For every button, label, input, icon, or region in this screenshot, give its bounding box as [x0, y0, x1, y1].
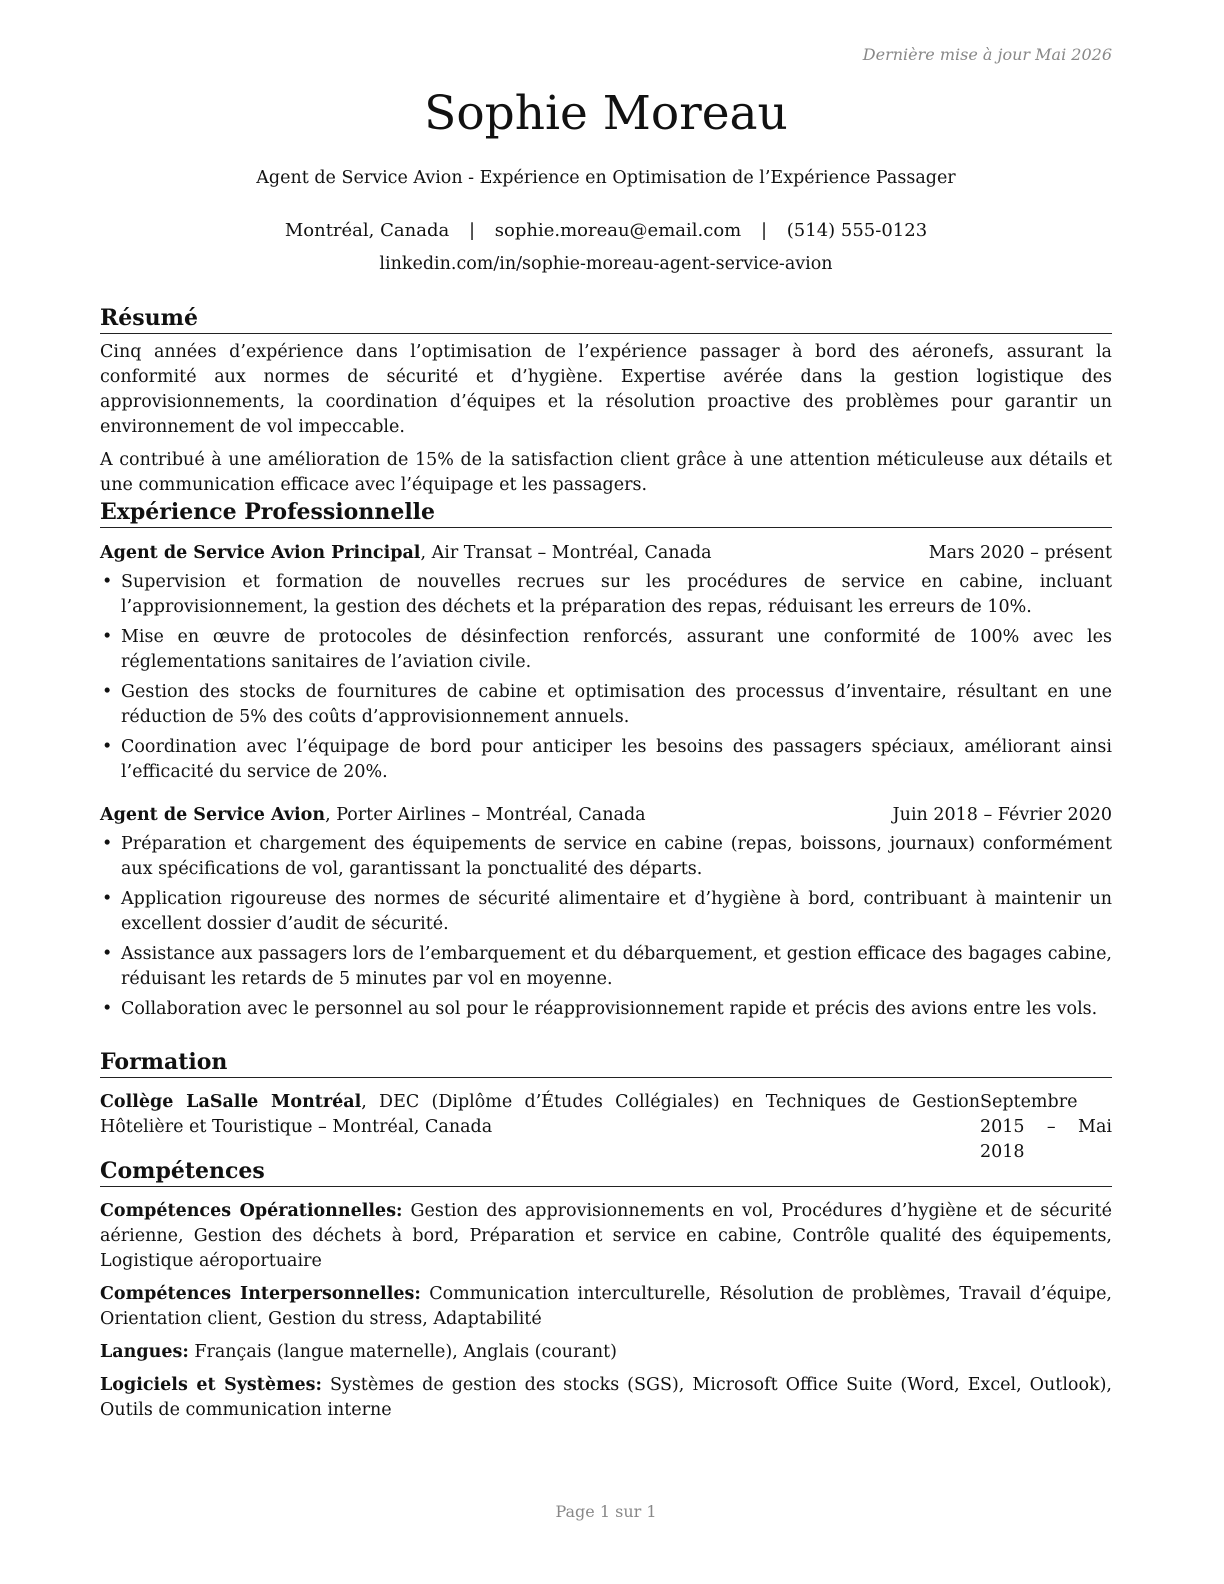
list-item: • Mise en œuvre de protocoles de désinfection renforcés, assurant une conformité de 100% avec les réglementations sanitaires de l’aviation civile.	[102, 627, 1112, 672]
job-bullets	[100, 832, 1112, 1022]
skill-value: Français (langue maternelle), Anglais (courant)	[188, 1342, 618, 1362]
section-title-skills: Compétences	[100, 1157, 1112, 1187]
list-item: • Application rigoureuse des normes de sécurité alimentaire et d’hygiène à bord, contribuant à maintenir un excellent dossier d’audit de sécurité.	[102, 889, 1112, 934]
skill-row	[100, 1199, 1112, 1274]
job-dates: Juin 2018 – Février 2020	[892, 805, 1112, 825]
bullet-icon: •	[102, 737, 113, 757]
summary-paragraph: A contribué à une amélioration de 15% de la satisfaction client grâce à une attention méticuleuse aux détails et une communication efficace avec l’équipage et les passagers.	[100, 450, 1112, 495]
skills-list	[100, 1199, 1112, 1423]
skill-row	[100, 1373, 1112, 1423]
section-title-education: Formation	[100, 1048, 1112, 1078]
bullet-icon: •	[102, 944, 113, 964]
bullet-icon: •	[102, 627, 113, 647]
job-bullets	[100, 570, 1112, 785]
skill-row	[100, 1340, 1112, 1365]
degree: , DEC (Diplôme d’Études Collégiales) en Techniques de Gestion Hôtelière et Touristique – Montréal, Canada	[100, 1092, 980, 1137]
list-item: • Préparation et chargement des équipements de service en cabine (repas, boissons, journaux) conformément aux spécifications de vol, garantissant la ponctualité des départs.	[102, 834, 1112, 879]
skill-value: Gestion des approvisionnements en vol, Procédures d’hygiène et de sécurité aérienne, Gestion des déchets à bord, Préparation et service en cabine, Contrôle qualité des équipements, Logistique aéroportuaire	[100, 1201, 1112, 1271]
tagline: Agent de Service Avion - Expérience en Optimisation de l’Expérience Passager	[256, 168, 956, 188]
job-title-line	[100, 541, 712, 566]
summary-paragraph: Cinq années d’expérience dans l’optimisation de l’expérience passager à bord des aéronefs, assurant la conformité aux normes de sécurité et d’hygiène. Expertise avérée dans la gestion logistique des approvisionnements, la coordination d’équipes et la résolution proactive des problèmes pour garantir un environnement de vol impeccable.	[100, 342, 1112, 437]
skill-label: Logiciels et Systèmes:	[100, 1375, 322, 1395]
bullet-icon: •	[102, 889, 113, 909]
job-entry	[100, 803, 1112, 1022]
skill-value: Communication interculturelle, Résolution de problèmes, Travail d’équipe, Orientation client, Gestion du stress, Adaptabilité	[100, 1284, 1112, 1329]
job-company: , Air Transat – Montréal, Canada	[420, 543, 712, 563]
contact-line	[100, 220, 1112, 241]
skill-row	[100, 1282, 1112, 1332]
summary-section	[100, 304, 1112, 498]
job-role: Agent de Service Avion Principal	[100, 543, 421, 563]
list-item: • Collaboration avec le personnel au sol pour le réapprovisionnement rapide et précis des avions entre les vols.	[100, 997, 1112, 1022]
job-entry	[100, 541, 1112, 785]
resume-page	[100, 0, 1112, 1584]
page-number: Page 1 sur 1	[555, 1502, 657, 1521]
bullet-icon: •	[102, 834, 113, 854]
skill-label: Compétences Opérationnelles:	[100, 1201, 403, 1221]
candidate-name: Sophie Moreau	[424, 86, 788, 141]
last-updated: Dernière mise à jour Mai 2026	[862, 45, 1112, 64]
list-item: • Supervision et formation de nouvelles recrues sur les procédures de service en cabine, incluant l’approvisionnement, la gestion des déchets et la préparation des repas, réduisant les erreurs de 10%.	[102, 572, 1112, 617]
bullet-icon: •	[102, 682, 113, 702]
separator: |	[468, 220, 476, 241]
bullet-icon: •	[102, 999, 113, 1019]
school-name: Collège LaSalle Montréal	[100, 1092, 362, 1112]
experience-section	[100, 498, 1112, 1027]
section-title-experience: Expérience Professionnelle	[100, 498, 1112, 528]
job-header	[100, 803, 1112, 828]
education-entry	[100, 1090, 1112, 1165]
list-item: • Gestion des stocks de fournitures de cabine et optimisation des processus d’inventaire, résultant en une réduction de 5% des coûts d’approvisionnement annuels.	[102, 682, 1112, 727]
education-text	[100, 1090, 980, 1165]
education-dates: Septembre 2015 – Mai 2018	[980, 1092, 1112, 1162]
email-link[interactable]: sophie.moreau@email.com	[494, 220, 742, 241]
list-item: • Coordination avec l’équipage de bord pour anticiper les besoins des passagers spéciaux, améliorant ainsi l’efficacité du service de 20%.	[102, 737, 1112, 782]
job-title-line	[100, 803, 646, 828]
separator: |	[760, 220, 768, 241]
skill-label: Compétences Interpersonnelles:	[100, 1284, 421, 1304]
education-section	[100, 1048, 1112, 1165]
job-company: , Porter Airlines – Montréal, Canada	[325, 805, 646, 825]
phone: (514) 555-0123	[786, 220, 928, 241]
section-title-summary: Résumé	[100, 304, 1112, 334]
bullet-icon: •	[102, 572, 113, 592]
skills-section	[100, 1157, 1112, 1431]
job-header	[100, 541, 1112, 566]
linkedin-link[interactable]: linkedin.com/in/sophie-moreau-agent-service-avion	[379, 254, 833, 274]
job-role: Agent de Service Avion	[100, 805, 326, 825]
skill-value: Systèmes de gestion des stocks (SGS), Microsoft Office Suite (Word, Excel, Outlook), Outils de communication interne	[100, 1375, 1112, 1420]
job-dates: Mars 2020 – présent	[928, 543, 1112, 563]
list-item: • Assistance aux passagers lors de l’embarquement et du débarquement, et gestion efficace des bagages cabine, réduisant les retards de 5 minutes par vol en moyenne.	[102, 944, 1112, 989]
skill-label: Langues:	[100, 1342, 189, 1362]
location: Montréal, Canada	[284, 220, 450, 241]
